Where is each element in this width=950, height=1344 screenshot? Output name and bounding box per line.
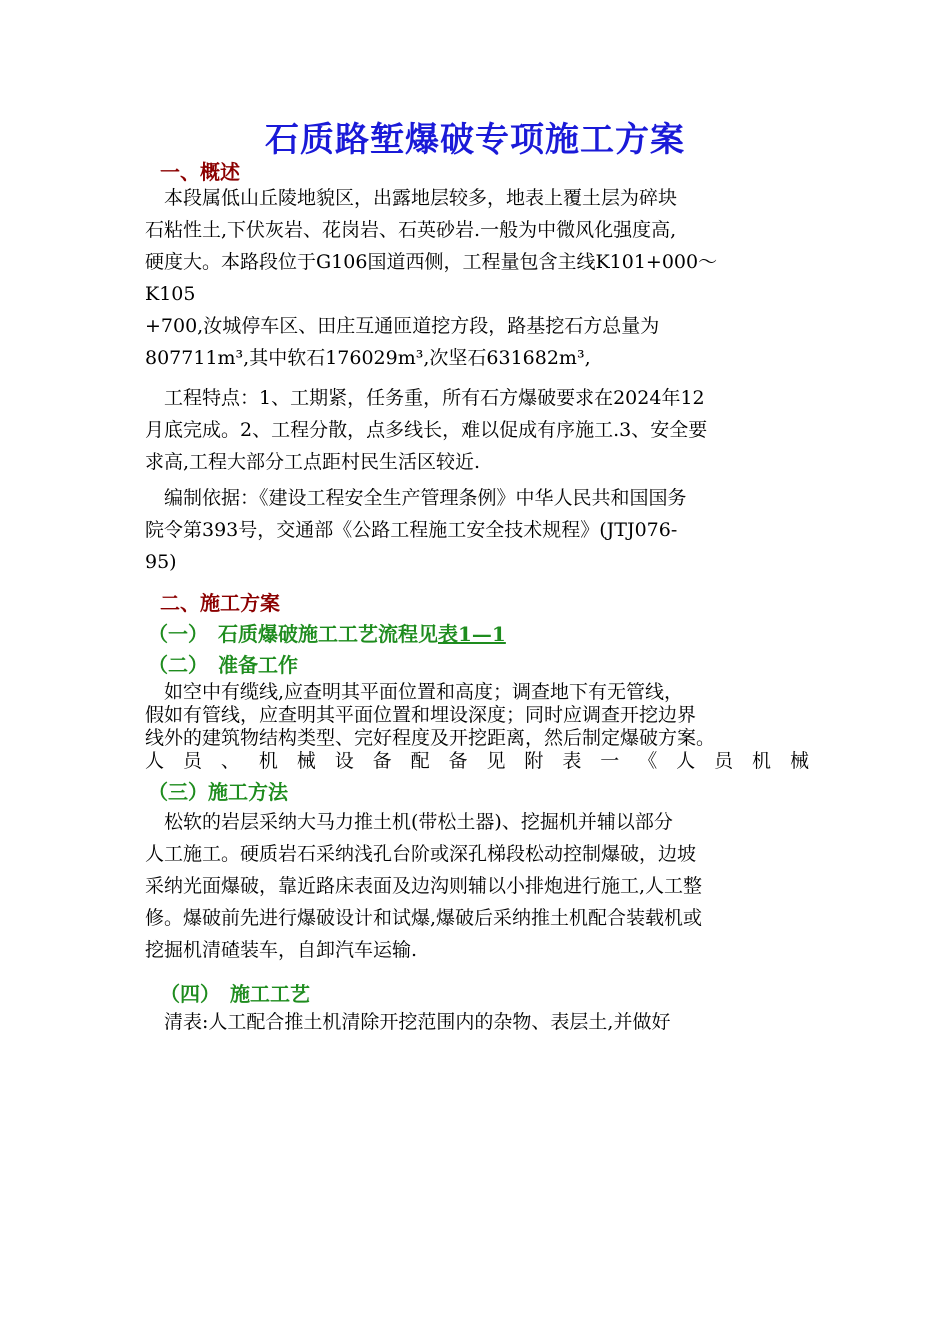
overview-paragraph (145, 182, 809, 374)
method-line: 人工施工。硬质岩石采纳浅孔台阶或深孔梯段松动控制爆破，边坡 (145, 843, 697, 865)
features-line: 工程特点：1、工期紧，任务重，所有石方爆破要求在2024年12 (145, 387, 705, 409)
preparation-line: 如空中有缆线,应查明其平面位置和高度；调查地下有无管线， (145, 681, 684, 703)
overview-line: 石粘性土,下伏灰岩、花岗岩、石英砂岩.一般为中微风化强度高, (145, 219, 677, 241)
features-line: 求高,工程大部分工点距村民生活区较近. (145, 451, 481, 473)
subheading-method: （三）施工方法 (148, 780, 288, 804)
subheading-process-flow (148, 618, 506, 647)
overview-line: 本段属低山丘陵地貌区，出露地层较多，地表上覆土层为碎块 (145, 187, 678, 209)
basis-paragraph (145, 482, 809, 578)
basis-line: 院令第393号，交通部《公路工程施工安全技术规程》(JTJ076- (145, 519, 678, 541)
document-title: 石质路堑爆破专项施工方案 (265, 120, 685, 160)
method-line: 松软的岩层采纳大马力推土机(带松土器)、挖掘机并辅以部分 (145, 811, 673, 833)
preparation-line: 人员、机械设备配备见附表一《人员机械 (145, 750, 809, 772)
overview-line: 硬度大。本路段位于G106国道西侧，工程量包含主线K101+000～ (145, 251, 718, 273)
table-reference-link[interactable]: 表1—1 (438, 622, 506, 646)
method-line: 挖掘机清碴装车，自卸汽车运输. (145, 939, 418, 961)
subheading-preparation: （二） 准备工作 (148, 653, 298, 677)
section-heading-plan: 二、施工方案 (160, 591, 280, 615)
preparation-line: 假如有管线，应查明其平面位置和埋设深度；同时应调查开挖边界 (145, 704, 697, 726)
features-paragraph (145, 382, 809, 478)
subheading-craft: （四） 施工工艺 (160, 982, 310, 1006)
method-line: 采纳光面爆破，靠近路床表面及边沟则辅以小排炮进行施工,人工整 (145, 875, 703, 897)
section-heading-overview: 一、概述 (160, 160, 240, 184)
method-paragraph (145, 806, 809, 966)
preparation-line: 线外的建筑物结构类型、完好程度及开挖距离，然后制定爆破方案。 (145, 727, 716, 749)
overview-line: +700,汝城停车区、田庄互通匝道挖方段，路基挖石方总量为 (145, 315, 660, 337)
features-line: 月底完成。2、工程分散，点多线长，难以促成有序施工.3、安全要 (145, 419, 708, 441)
subheading-process-flow-text: （一） 石质爆破施工工艺流程见 (148, 622, 438, 646)
basis-line: 编制依据：《建设工程安全生产管理条例》中华人民共和国国务 (145, 487, 687, 509)
method-line: 修。爆破前先进行爆破设计和试爆,爆破后采纳推土机配合装载机或 (145, 907, 703, 929)
overview-line: K105 (145, 283, 196, 305)
preparation-paragraph (145, 681, 809, 773)
basis-line: 95) (145, 551, 177, 573)
craft-paragraph (145, 1006, 809, 1038)
craft-line: 清表:人工配合推土机清除开挖范围内的杂物、表层土,并做好 (145, 1011, 671, 1033)
overview-line: 807711m³,其中软石176029m³,次坚石631682m³, (145, 347, 591, 369)
